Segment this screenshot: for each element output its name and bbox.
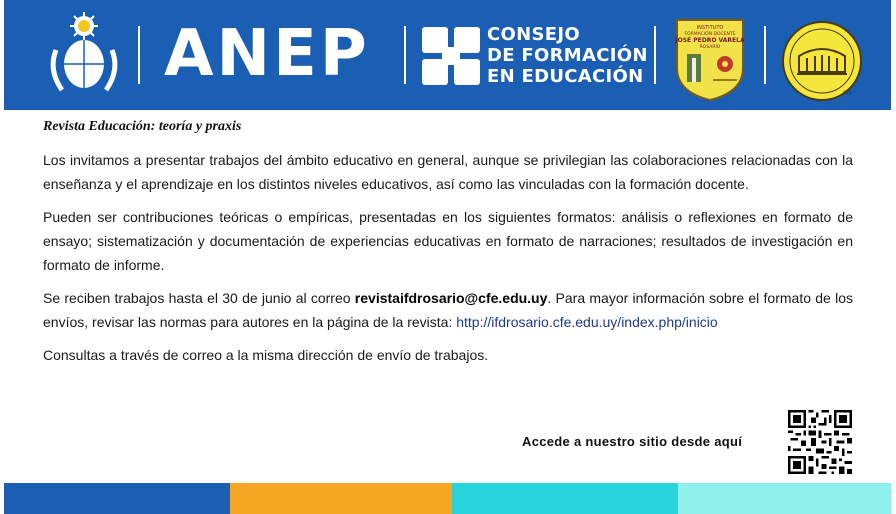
header-divider	[404, 26, 406, 84]
ifd-rosario-shield-icon	[673, 16, 747, 102]
paragraph-deadline	[43, 286, 853, 334]
institution-seal-icon	[781, 20, 863, 102]
cfe-cross-logo-icon	[422, 27, 480, 85]
paragraph-invitation: Los invitamos a presentar trabajos del ámbito educativo en general, aunque se privilegian las colaboraciones relacionadas con la enseñanza y el aprendizaje en los distintos niveles educativos, así como las vinculadas con la formación docente.	[43, 152, 853, 192]
footer-bar-mint	[678, 483, 891, 514]
deadline-info-text: . Para mayor información sobre el formato de los envíos, revisar las normas para autores en la página de la revista:	[43, 290, 853, 330]
cfe-name	[487, 24, 648, 87]
anep-logo-text: ANEP	[164, 17, 370, 91]
seal-mark-text: cfp	[843, 89, 853, 96]
shield-name-text: JOSÉ PEDRO VARELA	[675, 37, 745, 44]
footer-bar-cyan	[452, 483, 678, 514]
shield-city-text: ROSARIO	[699, 45, 721, 50]
announcement-body	[43, 118, 853, 376]
shield-mid-text: FORMACIÓN DOCENTE	[684, 32, 736, 37]
cfe-line: CONSEJO	[487, 24, 580, 45]
cfe-line: EN EDUCACIÓN	[487, 66, 644, 87]
paragraph-contact: Consultas a través de correo a la misma dirección de envío de trabajos.	[43, 347, 489, 363]
deadline-text: Se reciben trabajos hasta el 30 de junio al correo	[43, 290, 355, 306]
cfe-line: DE FORMACIÓN	[487, 45, 648, 66]
submission-email[interactable]: revistaifdrosario@cfe.edu.uy	[354, 290, 548, 306]
journal-link[interactable]: http://ifdrosario.cfe.edu.uy/index.php/inicio	[456, 314, 718, 330]
footer-bar-blue	[4, 483, 230, 514]
paragraph-formats: Pueden ser contribuciones teóricas o empíricas, presentadas en los siguientes formatos: análisis o reflexiones en formato de ensayo; sistematización y documentación de experiencias educativas en formato de narraciones; resultados de investigación en formato de informe.	[43, 209, 853, 273]
header-divider	[654, 26, 656, 84]
header-banner	[4, 0, 891, 110]
header-divider	[764, 26, 766, 84]
qr-code-icon[interactable]	[788, 410, 852, 474]
access-site-text: Accede a nuestro sitio desde aquí	[522, 434, 743, 449]
shield-top-text: INSTITUTO	[696, 25, 724, 31]
header-divider	[138, 26, 140, 84]
uruguay-coat-of-arms-icon	[44, 10, 124, 96]
footer-bar-orange	[230, 483, 452, 514]
journal-title: Revista Educación: teoría y praxis	[43, 119, 242, 134]
